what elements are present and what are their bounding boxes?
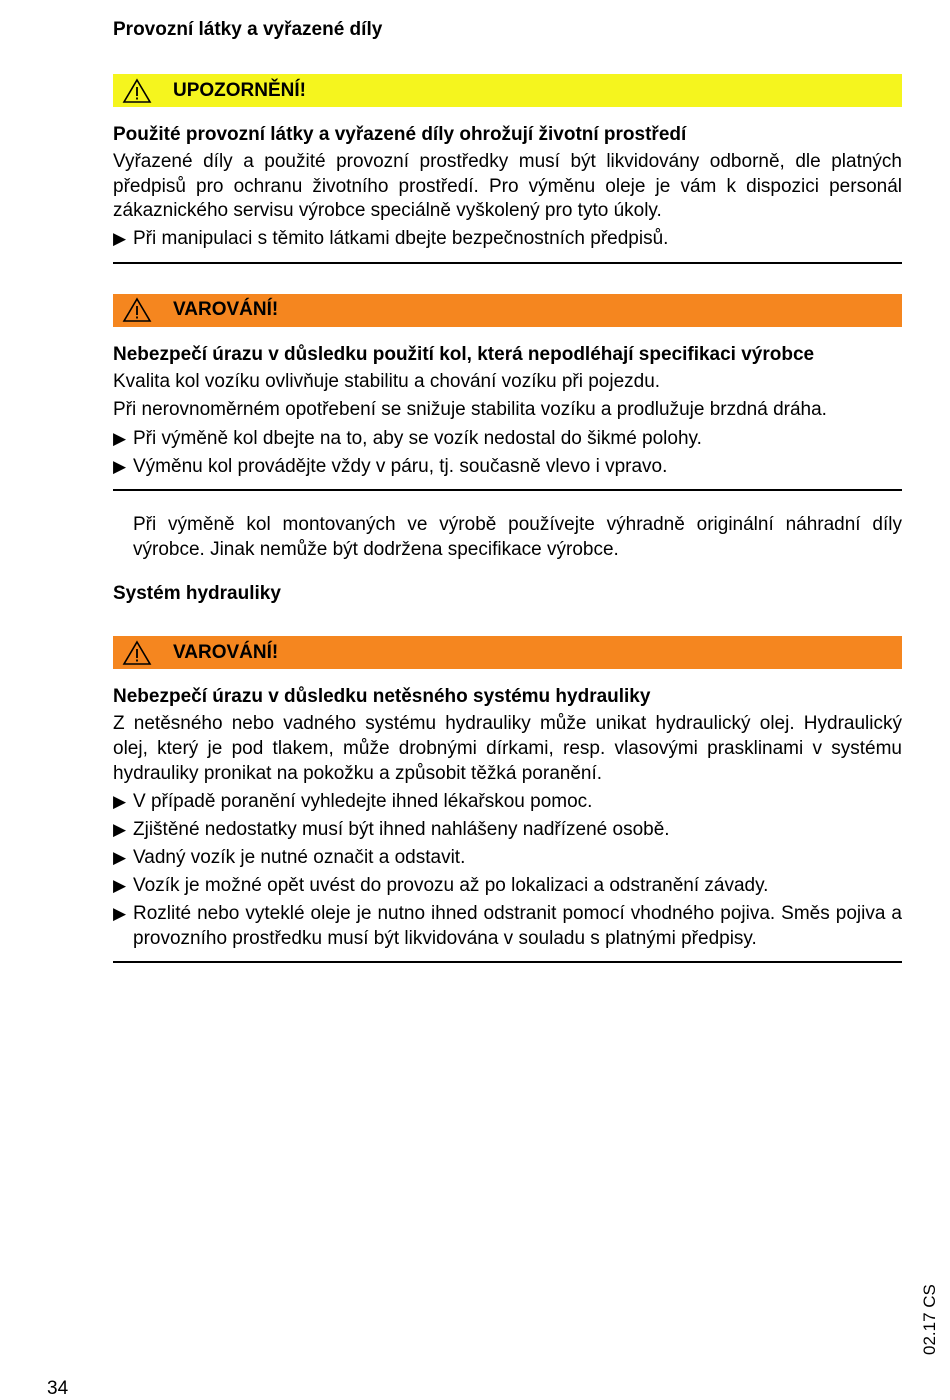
list-item: ▶ Výměnu kol provádějte vždy v páru, tj. současně vlevo i vpravo.	[113, 455, 902, 480]
notice-block	[113, 123, 902, 252]
notice-paragraph: Vyřazené díly a použité provozní prostředky musí být likvidovány odborně, dle platných předpisů pro ochranu životního prostředí. Pro výměnu oleje je vám k dispozici personál zákaznického servisu výrobce speciálně vyškolený pro tyto úkoly.	[113, 151, 902, 222]
bullet-arrow-icon: ▶	[113, 876, 127, 895]
section-heading-operating-materials: Provozní látky a vyřazené díly	[113, 19, 383, 40]
list-item: ▶ Zjištěné nedostatky musí být ihned nahlášeny nadřízené osobě.	[113, 818, 902, 843]
edition-code: 02.17 CS	[920, 1284, 939, 1355]
notice-title: Použité provozní látky a vyřazené díly ohrožují životní prostředí	[113, 124, 687, 145]
list-item: ▶ Při výměně kol dbejte na to, aby se vozík nedostal do šikmé polohy.	[113, 427, 902, 452]
warning-triangle-icon	[122, 78, 152, 104]
page-content	[113, 18, 902, 963]
list-item: ▶ Vozík je možné opět uvést do provozu až po lokalizaci a odstranění závady.	[113, 874, 902, 899]
warning-triangle-icon	[122, 640, 152, 666]
warning-triangle-icon	[122, 297, 152, 323]
bullet-arrow-icon: ▶	[113, 456, 127, 476]
warning-banner-wheels	[113, 294, 902, 327]
list-item: ▶ Rozlité nebo vyteklé oleje je nutno ihned odstranit pomocí vhodného pojiva. Směs pojiva a provozního prostředku musí být likvidována v souladu s platnými předpisy.	[113, 903, 902, 949]
bullet-arrow-icon: ▶	[113, 791, 127, 811]
warning-paragraph: Z netěsného nebo vadného systému hydrauliky může unikat hydraulický olej. Hydraulický olej, který je pod tlakem, může drobnými dírkami, resp. vlasovými prasklinami v systému hydrauliky pronikat na pokožku a způsobit těžká poranění.	[113, 713, 902, 784]
bullet-arrow-icon: ▶	[113, 904, 127, 924]
bullet-arrow-icon: ▶	[113, 428, 127, 448]
bullet-arrow-icon: ▶	[113, 819, 127, 839]
warning-bullet-list	[113, 790, 902, 952]
list-item: ▶ Při manipulaci s těmito látkami dbejte bezpečnostních předpisů.	[113, 227, 902, 252]
warning-paragraph: Kvalita kol vozíku ovlivňuje stabilitu a chování vozíku při pojezdu.	[113, 370, 661, 392]
warning-label: VAROVÁNÍ!	[173, 299, 279, 321]
note-paragraph: Při výměně kol montovaných ve výrobě používejte výhradně originální náhradní díly výrobce. Jinak nemůže být dodržena specifikace výrobce.	[133, 514, 902, 560]
list-item: ▶ V případě poranění vyhledejte ihned lékařskou pomoc.	[113, 790, 902, 815]
warning-block-wheels	[113, 343, 902, 479]
notice-bullet-list	[113, 227, 902, 252]
divider	[113, 489, 902, 491]
divider	[113, 961, 902, 963]
bullet-arrow-icon: ▶	[113, 229, 127, 249]
notice-banner	[113, 74, 902, 107]
section-heading-hydraulics: Systém hydrauliky	[113, 583, 281, 605]
warning-paragraph: Při nerovnoměrném opotřebení se snižuje stabilita vozíku a prodlužuje brzdná dráha.	[113, 399, 827, 421]
warning-label: VAROVÁNÍ!	[173, 641, 279, 663]
list-item: ▶ Vadný vozík je nutné označit a odstavit.	[113, 846, 902, 871]
warning-block-hydraulics	[113, 685, 902, 951]
warning-title: Nebezpečí úrazu v důsledku použití kol, která nepodléhají specifikaci výrobce	[113, 343, 815, 365]
divider	[113, 262, 902, 264]
warning-banner-hydraulics	[113, 636, 902, 669]
warning-title: Nebezpečí úrazu v důsledku netěsného systému hydrauliky	[113, 686, 651, 708]
notice-label: UPOZORNĚNÍ!	[173, 79, 306, 101]
bullet-arrow-icon: ▶	[113, 847, 127, 867]
page-number: 34	[47, 1378, 69, 1399]
warning-bullet-list	[113, 427, 902, 480]
